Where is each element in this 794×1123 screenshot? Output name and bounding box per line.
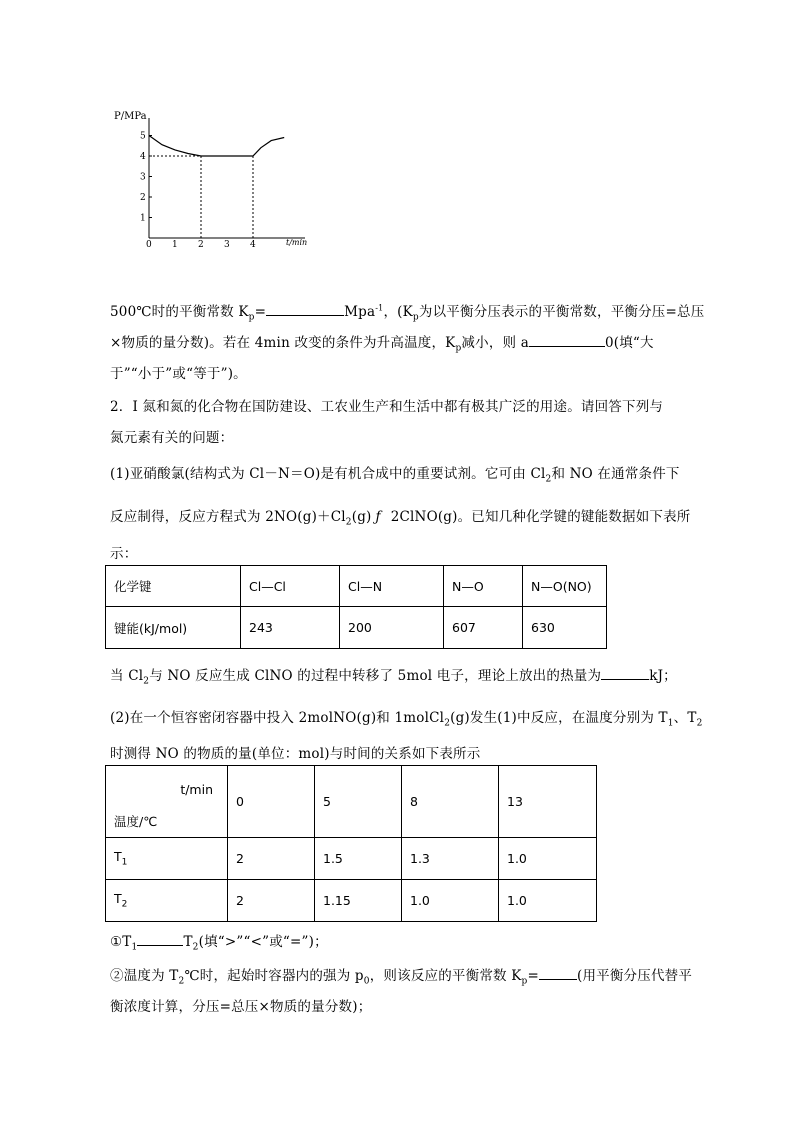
pressure-time-chart [110,108,320,258]
answer-blank-a[interactable] [529,334,605,347]
text: ，则该反应的平衡常数 K [369,968,522,984]
text: 500℃时的平衡常数 K [110,304,249,320]
text: 温度/℃ [114,814,158,829]
q2-heading-1: 2．I 氮和氮的化合物在国防建设、工农业生产和生活中都有极其广泛的用途。请回答下列与 [110,399,664,415]
text: 减小，则 a [461,335,529,351]
table-cell: 2 [228,880,315,922]
q2-p1: (1)亚硝酸氯(结构式为 Cl－N＝O)是有机合成中的重要试剂。它可由 $Cl_2$和 NO 在通常条件下 [110,466,680,485]
table-cell: 2 [228,838,315,880]
q2-sub2-line2: 衡浓度计算，分压=总压×物质的量分数)； [110,999,372,1015]
y-axis-label: P/MPa [114,111,147,122]
table-corner-cell [106,766,228,838]
x-tick-label: 4 [250,240,256,250]
table-cell: 1.0 [402,880,499,922]
table-cell: 243 [241,607,340,649]
q2-sub2: ②温度为 $T_2℃$时，起始时容器内的强为 $p_0$，则该反应的平衡常数 $K_p=$ (用平衡分压代替平 [110,968,693,987]
text: 为以平衡分压表示的平衡常数，平衡分压=总压 [418,304,705,320]
answer-blank-heat[interactable] [601,667,649,680]
table-cell: 化学键 [106,566,241,607]
text: p [455,343,462,354]
pressure-curve [149,136,284,157]
x-tick-label: 0 [146,240,152,250]
table-cell: 607 [444,607,523,649]
q2-sub1: $①T_1$ $T_2$(填“>”“<”或“=”)； [110,934,328,953]
text: ①T [110,934,132,950]
y-tick-label: 1 [140,213,146,224]
text: 反应制得，反应方程式为 2NO(g)＋Cl [110,509,346,525]
text: (2)在一个恒容密闭容器中投入 2molNO(g)和 1molCl [110,710,445,726]
q2-heading-2: 氮元素有关的问题： [110,430,234,446]
x-tick-label: 1 [172,240,178,250]
table-cell: 1.0 [499,838,597,880]
text: (g) [351,509,372,525]
text: 0(填“大 [604,335,654,351]
table-cell: 1.0 [499,880,597,922]
text: kJ； [649,668,677,684]
answer-blank-kp2[interactable] [539,967,577,980]
q2-p2: 反应制得，反应方程式为 $2NO(g)+Cl_2(g)$ ƒ 2ClNO(g)。已知几种化学键的键能数据如下表所 [110,509,691,528]
text: ，(K [383,304,413,320]
text: (用平衡分压代替平 [576,968,693,984]
text: ℃时，起始时容器内的强为 p [184,968,364,984]
table-cell: 200 [340,607,444,649]
table-cell: 630 [523,607,607,649]
text: (g)发生(1)中反应，在温度分别为 T [450,710,668,726]
text: ×物质的量分数)。若在 4min 改变的条件为升高温度，K [110,335,456,351]
text: t/min [180,782,213,797]
table-cell: Cl—N [340,566,444,607]
text: 与 NO 反应生成 ClNO 的过程中转移了 5mol 电子，理论上放出的热量为 [149,668,602,684]
text: (填“>”“<”或“=”)； [198,934,328,950]
no-amount-table [105,765,597,922]
table-row [106,607,607,649]
bond-energy-table [105,565,607,649]
text: p [248,312,255,323]
table-cell: N—O [444,566,523,607]
text: 、T [673,710,697,726]
table-row [106,838,597,880]
x-tick-label: 3 [224,240,230,250]
text: ②温度为 T [110,968,179,984]
q2-after-table1: 当 $Cl_2$与 NO 反应生成 ClNO 的过程中转移了 5mol 电子，理论上放出的热量为 kJ； [110,668,677,687]
table-cell: 8 [402,766,499,838]
table-cell: 13 [499,766,597,838]
text: p [412,312,419,323]
q2-p4: (2)在一个恒容密闭容器中投入 2molNO(g)和 1molCl$_2$(g)发生(1)中反应，在温度分别为 $T_1$、$T_2$ [110,710,703,729]
y-tick-label: 2 [140,193,146,203]
answer-blank-t-compare[interactable] [137,933,183,946]
table-cell: 1.5 [315,838,402,880]
reversible-arrow-icon: ƒ [375,509,381,525]
table-cell: 1.3 [402,838,499,880]
answer-blank-kp[interactable] [266,303,344,316]
table-cell [106,880,228,922]
text: = [254,304,267,320]
table-row [106,566,607,607]
text: 2 [121,899,128,910]
table-cell: 1.15 [315,880,402,922]
table-cell: 键能(kJ/mol) [106,607,241,649]
table-cell: 5 [315,766,402,838]
x-tick-label: 2 [198,240,204,250]
q1-line-1: 500℃时的平衡常数 $K_p= Mpa^{-1}$，($K_p$为以平衡分压表示的平衡常数，平衡分压=总压 [110,303,705,323]
text: 2ClNO(g)。已知几种化学键的键能数据如下表所 [390,509,691,525]
table-row [106,880,597,922]
text: (1)亚硝酸氯(结构式为 Cl－N＝O)是有机合成中的重要试剂。它可由 Cl [110,466,546,482]
table-cell: Cl—Cl [241,566,340,607]
table-cell: N—O(NO) [523,566,607,607]
table-cell [106,838,228,880]
text: 1 [121,857,128,868]
y-tick-label: 3 [140,172,146,183]
text: T [114,891,122,907]
x-axis-label: t/min [286,238,308,247]
text: 和 NO 在通常条件下 [551,466,680,482]
q1-line-2 [110,331,654,354]
text: T [114,849,122,865]
q2-p5: 时测得 NO 的物质的量(单位：mol)与时间的关系如下表所示 [110,746,481,762]
text: 当 Cl [110,668,144,684]
table-cell: 0 [228,766,315,838]
text: Mpa [344,304,376,320]
y-tick-label: 5 [140,131,146,142]
q2-p3: 示： [110,546,138,562]
y-tick-label: 4 [140,152,146,162]
table-row [106,766,597,838]
text: = [527,968,539,984]
text: T [183,934,193,950]
q1-line-3: 于”“小于”或“等于”)。 [110,366,247,382]
